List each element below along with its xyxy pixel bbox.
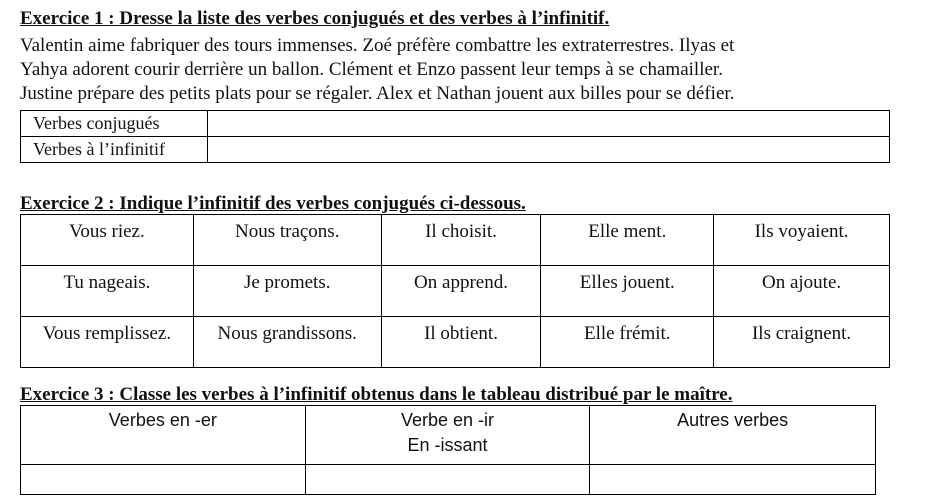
exercise-1-title: Exercice 1 : Dresse la liste des verbes conjugués et des verbes à l’infinitif. [20,8,610,29]
verb-cell: Ils craignent. [714,317,890,368]
table-row [21,137,890,163]
column-header-ir-label: Verbe en -ir [400,410,495,430]
exercise-3-table [20,405,876,495]
verb-cell: Il obtient. [381,317,541,368]
answer-cell[interactable] [305,465,590,495]
answer-cell[interactable] [590,465,876,495]
answer-cell-conjugated[interactable] [208,111,890,137]
column-header-other: Autres verbes [590,406,876,465]
verb-cell: On apprend. [381,266,541,317]
verb-cell: Tu nageais. [21,266,194,317]
verb-cell: On ajoute. [714,266,890,317]
row-label-conjugated: Verbes conjugués [21,111,208,137]
table-row [21,111,890,137]
column-header-ir [305,406,590,465]
verb-cell: Je promets. [193,266,381,317]
answer-cell-infinitive[interactable] [208,137,890,163]
verb-cell: Elles jouent. [541,266,714,317]
table-header-row [21,406,876,465]
row-label-infinitive: Verbes à l’infinitif [21,137,208,163]
verb-cell: Nous grandissons. [193,317,381,368]
text-line: Yahya adorent courir derrière un ballon. Clément et Enzo passent leur temps à se chamailler. [20,59,723,80]
answer-cell[interactable] [21,465,306,495]
text-line: Justine prépare des petits plats pour se régaler. Alex et Nathan jouent aux billes pour se défier. [20,83,735,104]
exercise-1-table [20,110,890,163]
verb-cell: Elle frémit. [541,317,714,368]
verb-cell: Elle ment. [541,215,714,266]
verb-cell: Nous traçons. [193,215,381,266]
exercise-1-text [20,34,930,106]
verb-cell: Ils voyaient. [714,215,890,266]
table-row [21,266,890,317]
text-line: Valentin aime fabriquer des tours immenses. Zoé préfère combattre les extraterrestres. Ilyas et [20,35,735,56]
table-row [21,465,876,495]
verb-cell: Vous riez. [21,215,194,266]
exercise-2-table [20,214,890,368]
column-header-ir-sub: En -issant [407,435,488,455]
verb-cell: Il choisit. [381,215,541,266]
exercise-2-title: Exercice 2 : Indique l’infinitif des verbes conjugués ci-dessous. [20,193,526,214]
verb-cell: Vous remplissez. [21,317,194,368]
exercise-3-title: Exercice 3 : Classe les verbes à l’infinitif obtenus dans le tableau distribué par le maître. [20,384,733,405]
column-header-er: Verbes en -er [21,406,306,465]
table-row [21,317,890,368]
table-row [21,215,890,266]
